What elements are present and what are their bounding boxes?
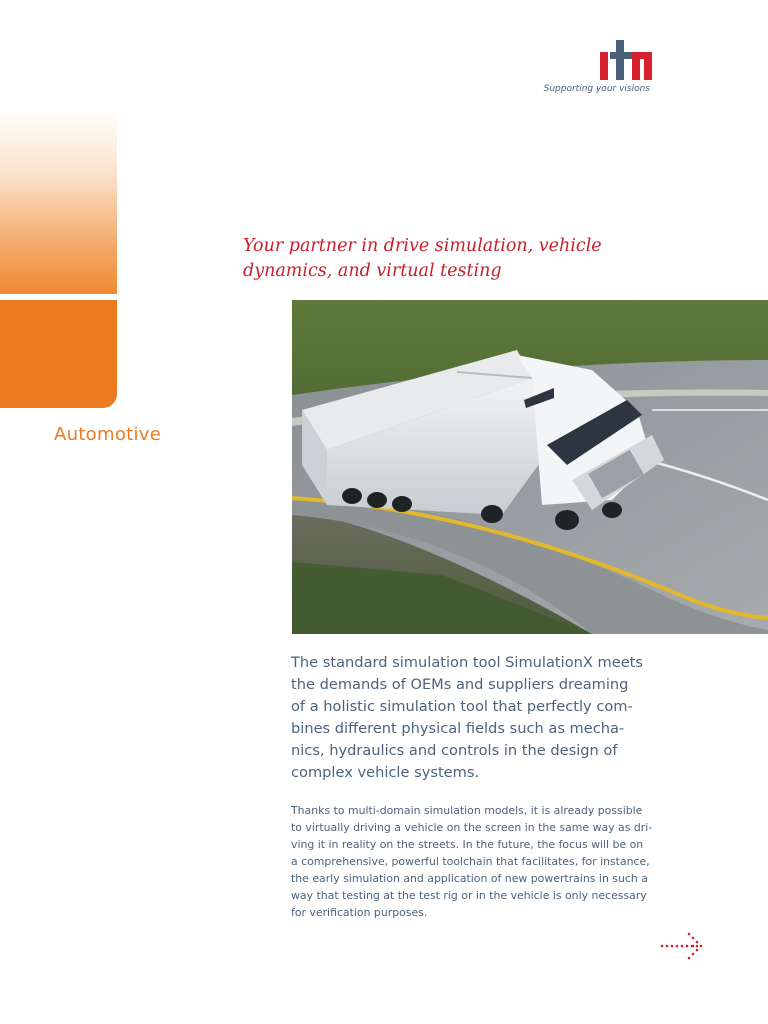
body-paragraph bbox=[291, 802, 663, 921]
body-line: way that testing at the test rig or in the vehicle is only necessary bbox=[291, 889, 647, 902]
lead-paragraph bbox=[291, 652, 663, 784]
body-line: the early simulation and application of new powertrains in such a bbox=[291, 872, 648, 885]
page-headline bbox=[243, 234, 663, 284]
headline-line-1: Your partner in drive simulation, vehicle bbox=[243, 236, 602, 256]
headline-line-2: dynamics, and virtual testing bbox=[243, 261, 502, 281]
lead-line: the demands of OEMs and suppliers dreaming bbox=[291, 676, 629, 693]
dotted-arrow-right-icon[interactable] bbox=[658, 930, 706, 962]
orange-decor-block bbox=[0, 300, 117, 408]
tagline: Supporting your visions bbox=[543, 84, 650, 94]
iti-logo bbox=[596, 38, 660, 82]
lead-line: complex vehicle systems. bbox=[291, 764, 480, 781]
hero-photo bbox=[292, 300, 768, 634]
lead-line: of a holistic simulation tool that perfectly com- bbox=[291, 698, 633, 715]
gradient-decor-block bbox=[0, 108, 117, 294]
lead-line: nics, hydraulics and controls in the design of bbox=[291, 742, 618, 759]
body-line: for verification purposes. bbox=[291, 906, 428, 919]
lead-line: bines different physical fields such as mecha- bbox=[291, 720, 625, 737]
truck-illustration bbox=[292, 300, 768, 634]
body-line: a comprehensive, powerful toolchain that facilitates, for instance, bbox=[291, 855, 650, 868]
body-line: Thanks to multi-domain simulation models, it is already possible bbox=[291, 804, 643, 817]
category-label: Automotive bbox=[54, 424, 162, 445]
body-line: ving it in reality on the streets. In the future, the focus will be on bbox=[291, 838, 644, 851]
lead-line: The standard simulation tool SimulationX meets bbox=[291, 654, 644, 671]
body-line: to virtually driving a vehicle on the screen in the same way as dri- bbox=[291, 821, 653, 834]
